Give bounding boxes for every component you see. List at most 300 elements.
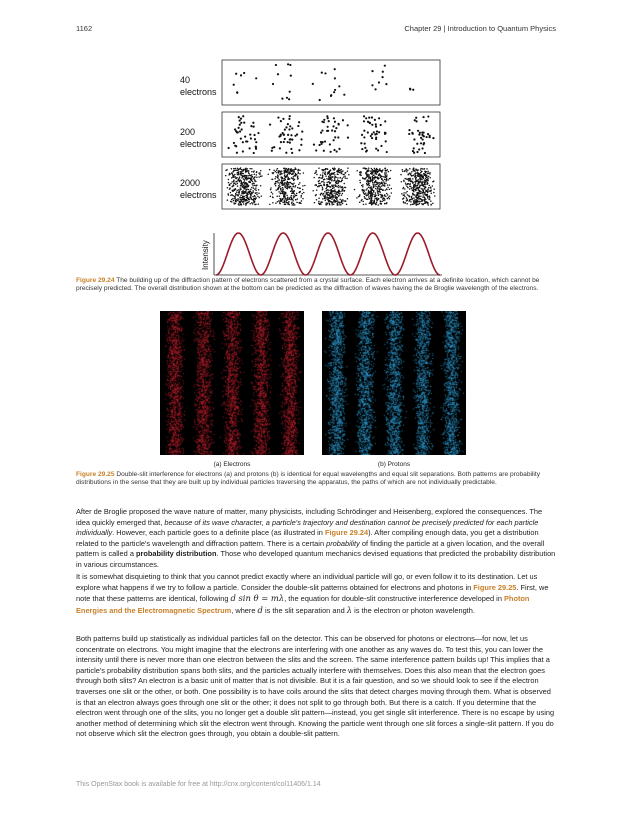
electron-dot — [285, 198, 287, 200]
electron-dot — [241, 204, 243, 206]
electron-dot — [276, 169, 278, 171]
electron-dot — [363, 130, 365, 132]
electron-dot — [279, 202, 281, 204]
electron-dot — [239, 196, 241, 198]
electron-dot — [329, 195, 331, 197]
electron-dot — [245, 190, 247, 192]
electron-dot — [248, 172, 250, 174]
electron-dot — [290, 190, 292, 192]
electron-dot — [365, 168, 367, 170]
electron-dot — [253, 134, 255, 136]
electron-dot — [434, 195, 436, 197]
electron-dot — [231, 181, 233, 183]
electron-dot — [315, 195, 317, 197]
electron-dot — [324, 191, 326, 193]
electron-dot — [256, 194, 258, 196]
electron-dot — [238, 193, 240, 195]
electron-dot — [411, 171, 413, 173]
electron-dot — [338, 148, 340, 150]
electron-dot — [277, 73, 279, 75]
electron-dot — [330, 189, 332, 191]
para1-text-8: . Those who developed quantum mechanics devised equations that predicted the probability distribution in various circumstances. — [76, 549, 556, 569]
electron-dot — [371, 170, 373, 172]
electron-dot — [284, 178, 286, 180]
electron-dot — [343, 183, 345, 185]
electron-dot — [381, 189, 383, 191]
electron-dot — [343, 176, 345, 178]
electron-dot — [421, 203, 423, 205]
para2-text-3: , the equation for double-slit constructive interference developed in — [284, 594, 504, 604]
electron-dot — [367, 176, 369, 178]
electron-dot — [386, 178, 388, 180]
electron-dot — [334, 121, 336, 123]
electron-dot — [297, 125, 299, 127]
electron-dot — [238, 171, 240, 173]
electron-dot — [347, 136, 349, 138]
electron-dot — [244, 175, 246, 177]
electron-dot — [375, 184, 377, 186]
electron-dot — [295, 174, 297, 176]
electron-dot — [376, 130, 378, 132]
electron-dot — [326, 197, 328, 199]
electron-dot — [408, 129, 410, 131]
electron-dot — [413, 138, 415, 140]
electron-dot — [315, 184, 317, 186]
electron-dot — [252, 203, 254, 205]
electron-dot — [279, 195, 281, 197]
para2-text-2: . First, we note that these patterns are identical, following — [76, 582, 549, 604]
electron-dot — [247, 168, 249, 170]
electron-dot — [334, 167, 336, 169]
electron-dot — [385, 140, 387, 142]
electron-dot — [328, 176, 330, 178]
electron-dot — [422, 203, 424, 205]
electron-dot — [338, 170, 340, 172]
electron-dot — [313, 177, 315, 179]
electron-dot — [236, 172, 238, 174]
electron-dot — [296, 202, 298, 204]
electron-dot — [364, 147, 366, 149]
electron-dot — [342, 203, 344, 205]
electron-dot — [255, 204, 257, 206]
electron-dot — [389, 189, 391, 191]
electron-dot — [429, 172, 431, 174]
electron-dot — [324, 140, 326, 142]
electron-dot — [418, 148, 420, 150]
electron-dot — [333, 204, 335, 206]
electron-dot — [314, 202, 316, 204]
electron-dot — [288, 168, 290, 170]
electron-dot — [428, 199, 430, 201]
electron-dot — [291, 177, 293, 179]
electron-dot — [341, 181, 343, 183]
electron-dot — [375, 196, 377, 198]
electron-dot — [409, 199, 411, 201]
electron-dot — [250, 188, 252, 190]
figure-29-24-link[interactable]: Figure 29.24 — [324, 528, 369, 538]
electron-dot — [343, 94, 345, 96]
electron-dot — [408, 133, 410, 135]
electron-dot — [334, 136, 336, 138]
electron-dot — [336, 203, 338, 205]
electron-dot — [238, 204, 240, 206]
electron-dot — [240, 74, 242, 76]
electron-dot — [299, 191, 301, 193]
electron-dot — [225, 175, 227, 177]
electron-dot — [424, 193, 426, 195]
electron-dot — [383, 176, 385, 178]
electron-dot — [233, 183, 235, 185]
electron-dot — [249, 192, 251, 194]
electron-dot — [331, 201, 333, 203]
electron-dot — [362, 178, 364, 180]
electron-dot — [292, 200, 294, 202]
figure-29-25 — [160, 311, 470, 471]
electron-dot — [415, 120, 417, 122]
electron-dot — [296, 195, 298, 197]
electron-dot — [415, 178, 417, 180]
electron-dot — [364, 143, 366, 145]
electron-dot — [387, 187, 389, 189]
electron-dot — [384, 195, 386, 197]
electron-dot — [253, 187, 255, 189]
electron-dot — [420, 169, 422, 171]
electron-dot — [325, 196, 327, 198]
figure-29-25-caption-text: Double-slit interference for electrons (a) and protons (b) is identical for equal wavelengths and equal slit separations. Both patterns are probability distributions in the sense that they are built up by individual particles traversing the apparatus, the paths of which are not individually predictable. — [76, 471, 541, 487]
electron-dot — [400, 174, 402, 176]
electron-dot — [228, 179, 230, 181]
electron-dot — [252, 122, 254, 124]
electron-dot — [282, 202, 284, 204]
electron-dot — [246, 179, 248, 181]
electron-dot — [272, 202, 274, 204]
electron-dot — [286, 185, 288, 187]
electron-dot — [335, 182, 337, 184]
electron-dot — [283, 173, 285, 175]
electron-dot — [417, 193, 419, 195]
electron-dot — [339, 202, 341, 204]
diffraction-buildup-figure — [170, 55, 450, 285]
electron-dot — [421, 134, 423, 136]
electron-dot — [275, 176, 277, 178]
electron-dot — [312, 190, 314, 192]
electron-dot — [373, 201, 375, 203]
electron-dot — [423, 142, 425, 144]
electron-dot — [259, 174, 261, 176]
electron-dot — [323, 179, 325, 181]
electron-dot — [275, 64, 277, 66]
electron-dot — [339, 185, 341, 187]
electron-dot — [243, 203, 245, 205]
electron-dot — [371, 202, 373, 204]
electron-dot — [371, 196, 373, 198]
electron-dot — [327, 126, 329, 128]
electron-dot — [384, 182, 386, 184]
electron-dot — [417, 130, 419, 132]
electron-dot — [236, 181, 238, 183]
electron-dot — [405, 169, 407, 171]
electron-dot — [331, 193, 333, 195]
electron-dot — [422, 138, 424, 140]
electron-dot — [289, 182, 291, 184]
electron-dot — [322, 194, 324, 196]
electron-dot — [387, 194, 389, 196]
electron-dot — [381, 185, 383, 187]
electron-dot — [236, 152, 238, 154]
electron-dot — [369, 191, 371, 193]
electron-dot — [381, 200, 383, 202]
electron-dot — [421, 183, 423, 185]
electron-dot — [256, 174, 258, 176]
electron-dot — [367, 131, 369, 133]
electron-dot — [303, 192, 305, 194]
electron-dot — [239, 201, 241, 203]
electron-dot — [225, 170, 227, 172]
electron-dot — [431, 193, 433, 195]
electron-dot — [330, 186, 332, 188]
electron-dot — [412, 89, 414, 91]
electron-dot — [285, 192, 287, 194]
electron-dot — [360, 142, 362, 144]
electron-dot — [324, 72, 326, 74]
electron-dot — [426, 179, 428, 181]
electron-dot — [258, 189, 260, 191]
electron-dot — [417, 185, 419, 187]
para2-text-6: is the electron or photon wavelength. — [352, 605, 475, 615]
electron-dot — [293, 180, 295, 182]
electron-dot — [301, 195, 303, 197]
electron-dot — [229, 173, 231, 175]
electron-dot — [424, 174, 426, 176]
electron-dot — [334, 195, 336, 197]
electron-dot — [240, 122, 242, 124]
electron-dot — [237, 190, 239, 192]
electron-dot — [377, 199, 379, 201]
electron-dot — [286, 176, 288, 178]
electron-dot — [293, 191, 295, 193]
proton-interference-panel — [322, 311, 466, 455]
electron-dot — [354, 189, 356, 191]
electron-dot — [290, 168, 292, 170]
electron-dot — [389, 195, 391, 197]
electron-dot — [334, 196, 336, 198]
electron-dot — [318, 197, 320, 199]
electron-dot — [382, 194, 384, 196]
electron-dot — [416, 143, 418, 145]
electron-dot — [258, 176, 260, 178]
electron-dot — [344, 190, 346, 192]
figure-29-24-label: Figure 29.24 — [76, 277, 115, 284]
electron-dot — [236, 92, 238, 94]
electron-dot — [334, 130, 336, 132]
electron-dot — [412, 150, 414, 152]
electron-dot — [430, 204, 432, 206]
electron-dot — [320, 174, 322, 176]
electron-dot — [291, 152, 293, 154]
electron-dot — [389, 178, 391, 180]
electron-dot — [372, 178, 374, 180]
electron-dot — [411, 175, 413, 177]
electron-dot — [373, 190, 375, 192]
electron-dot — [429, 196, 431, 198]
electron-dot — [243, 182, 245, 184]
electron-dot — [284, 169, 286, 171]
electron-dot — [234, 128, 236, 130]
electron-dot — [363, 115, 365, 117]
electron-dot — [321, 181, 323, 183]
electron-dot — [371, 192, 373, 194]
electron-dot — [334, 89, 336, 91]
electron-interference-panel — [160, 311, 304, 455]
electron-dot — [333, 139, 335, 141]
electron-dot — [291, 188, 293, 190]
electron-dot — [281, 178, 283, 180]
electron-dot — [289, 91, 291, 93]
electron-dot — [377, 193, 379, 195]
electron-dot — [274, 178, 276, 180]
figure-29-24-caption-text: The building up of the diffraction pattern of electrons scattered from a crystal surface. Each electron arrives at a definite location, which cannot be precisely predicted. The overall distribution shown at the bottom can be predicted as the diffraction of waves having the de Broglie wavelength of the electrons. — [76, 277, 540, 293]
electron-dot — [290, 186, 292, 188]
electron-dot — [413, 193, 415, 195]
electron-dot — [281, 192, 283, 194]
electron-dot — [326, 115, 328, 117]
electron-dot — [233, 168, 235, 170]
electron-dot — [318, 167, 320, 169]
electron-dot — [322, 188, 324, 190]
electron-dot — [293, 203, 295, 205]
electron-dot — [325, 195, 327, 197]
electron-dot — [419, 132, 421, 134]
electron-dot — [346, 178, 348, 180]
electron-dot — [256, 192, 258, 194]
electron-dot — [242, 192, 244, 194]
electron-dot — [364, 196, 366, 198]
electron-dot — [327, 194, 329, 196]
electron-dot — [362, 189, 364, 191]
electron-dot — [242, 115, 244, 117]
electron-dot — [333, 149, 335, 151]
electron-dot — [275, 185, 277, 187]
electron-dot — [362, 201, 364, 203]
electron-dot — [345, 187, 347, 189]
row-label-2000-line1: 2000 — [180, 178, 201, 188]
electron-dot — [299, 173, 301, 175]
electron-dot — [419, 198, 421, 200]
electron-dot — [342, 174, 344, 176]
electron-dot — [325, 198, 327, 200]
electron-dot — [427, 203, 429, 205]
electron-dot — [291, 173, 293, 175]
electron-dot — [260, 170, 262, 172]
electron-dot — [251, 187, 253, 189]
electron-dot — [268, 173, 270, 175]
electron-dot — [334, 172, 336, 174]
electron-dot — [242, 175, 244, 177]
electron-dot — [276, 189, 278, 191]
electron-dot — [235, 193, 237, 195]
electron-dot — [371, 124, 373, 126]
electron-dot — [289, 187, 291, 189]
electron-dot — [418, 134, 420, 136]
para1-italic-text: because of its wave character, a particle's trajectory and destination cannot be precisely predicted for each particle individually — [76, 517, 539, 538]
electron-dot — [426, 190, 428, 192]
electron-dot — [419, 203, 421, 205]
electron-dot — [295, 168, 297, 170]
electron-dot — [280, 172, 282, 174]
electron-dot — [366, 174, 368, 176]
electron-dot — [338, 192, 340, 194]
electron-dot — [252, 192, 254, 194]
electron-dot — [321, 193, 323, 195]
photon-energies-link[interactable]: Photon Energies and the Electromagnetic Spectrum — [76, 594, 530, 615]
electron-dot — [236, 194, 238, 196]
electron-dot — [247, 198, 249, 200]
electron-dot — [423, 192, 425, 194]
electron-dot — [382, 183, 384, 185]
electron-dot — [433, 180, 435, 182]
electron-dot — [327, 189, 329, 191]
electron-dot — [230, 192, 232, 194]
electron-dot — [426, 171, 428, 173]
electron-dot — [287, 123, 289, 125]
electron-dot — [333, 184, 335, 186]
chapter-title: Chapter 29 | Introduction to Quantum Physics — [404, 24, 556, 33]
electron-dot — [374, 119, 376, 121]
electron-dot — [234, 188, 236, 190]
electron-dot — [409, 88, 411, 90]
electron-dot — [250, 125, 252, 127]
electron-dot — [270, 189, 272, 191]
electron-dot — [328, 172, 330, 174]
electron-dot — [240, 185, 242, 187]
figure-29-25-link[interactable]: Figure 29.25 — [473, 582, 517, 592]
electron-dot — [389, 198, 391, 200]
electron-dot — [280, 141, 282, 143]
electron-dot — [291, 198, 293, 200]
electron-dot — [294, 135, 296, 137]
electron-dot — [284, 174, 286, 176]
electron-dot — [233, 200, 235, 202]
electron-dot — [401, 193, 403, 195]
electron-dot — [241, 199, 243, 201]
electron-dot — [403, 201, 405, 203]
electron-dot — [368, 186, 370, 188]
electron-dot — [253, 171, 255, 173]
electron-dot — [291, 170, 293, 172]
electron-dot — [408, 178, 410, 180]
electron-dot — [258, 172, 260, 174]
electron-dot — [360, 175, 362, 177]
electron-dot — [253, 126, 255, 128]
electron-dot — [359, 202, 361, 204]
electron-dot — [373, 131, 375, 133]
electron-dot — [302, 185, 304, 187]
electron-dot — [406, 178, 408, 180]
electron-dot — [410, 204, 412, 206]
electron-dot — [387, 179, 389, 181]
electron-dot — [327, 202, 329, 204]
electron-dot — [237, 168, 239, 170]
electron-dot — [319, 99, 321, 101]
electron-dot — [330, 151, 332, 153]
electron-dot — [370, 135, 372, 137]
electron-dot — [342, 178, 344, 180]
electron-dot — [332, 177, 334, 179]
electron-dot — [298, 149, 300, 151]
electron-dot — [373, 178, 375, 180]
electron-dot — [407, 169, 409, 171]
electron-dot — [374, 168, 376, 170]
